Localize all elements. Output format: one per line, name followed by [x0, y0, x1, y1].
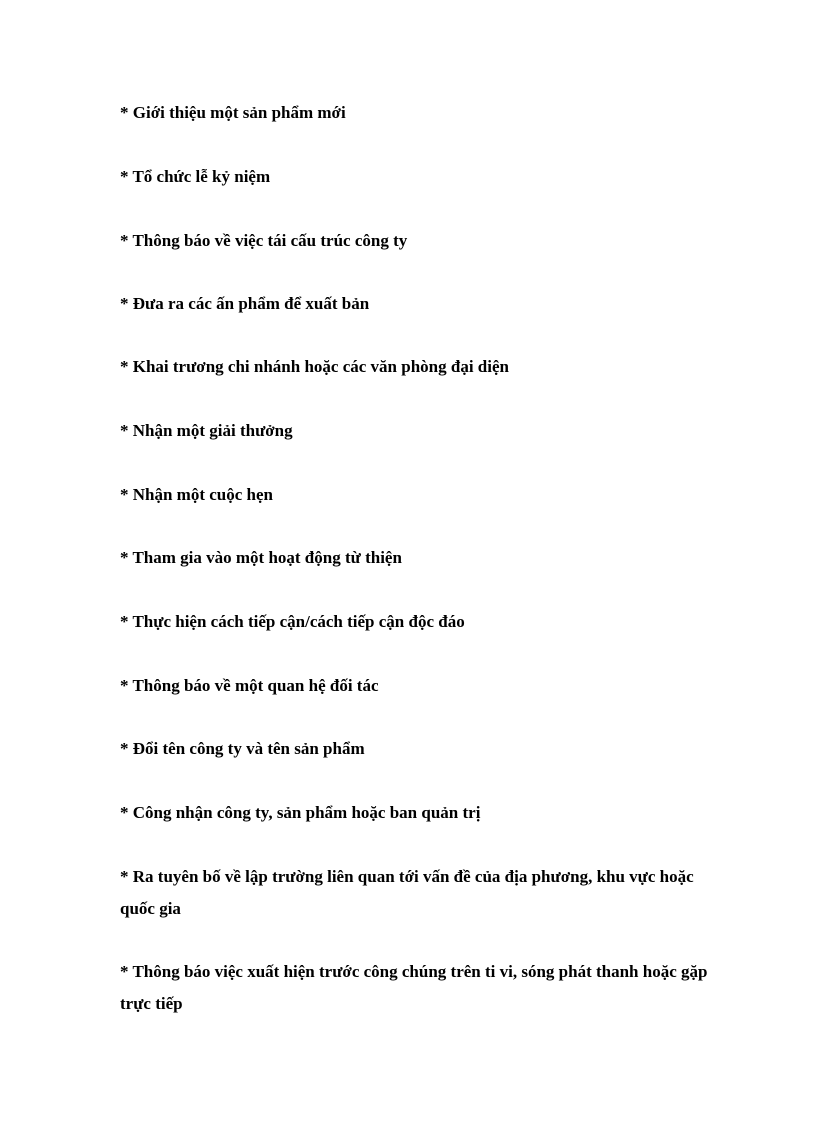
list-item: * Đưa ra các ấn phẩm để xuất bản: [120, 294, 370, 313]
list-item: * Công nhận công ty, sản phẩm hoặc ban quản trị: [120, 803, 481, 822]
list-item: * Ra tuyên bố về lập trường liên quan tới vấn đề của địa phương, khu vực hoặc quốc gia: [120, 867, 694, 918]
list-item: * Nhận một cuộc hẹn: [120, 485, 274, 504]
list-item: * Khai trương chi nhánh hoặc các văn phòng đại diện: [120, 357, 509, 376]
list-item: * Tham gia vào một hoạt động từ thiện: [120, 548, 402, 567]
list-item: * Thông báo về một quan hệ đối tác: [120, 676, 379, 695]
list-item: * Giới thiệu một sản phẩm mới: [120, 103, 346, 122]
list-item: * Thông báo việc xuất hiện trước công chúng trên ti vi, sóng phát thanh hoặc gặp trực tiếp: [120, 962, 708, 1013]
list-item: * Thông báo về việc tái cấu trúc công ty: [120, 231, 408, 250]
list-item: * Đổi tên công ty và tên sản phẩm: [120, 739, 365, 758]
list-item: * Nhận một giải thưởng: [120, 421, 293, 440]
list-item: * Tổ chức lễ kỷ niệm: [120, 167, 271, 186]
list-item: * Thực hiện cách tiếp cận/cách tiếp cận độc đáo: [120, 612, 465, 631]
